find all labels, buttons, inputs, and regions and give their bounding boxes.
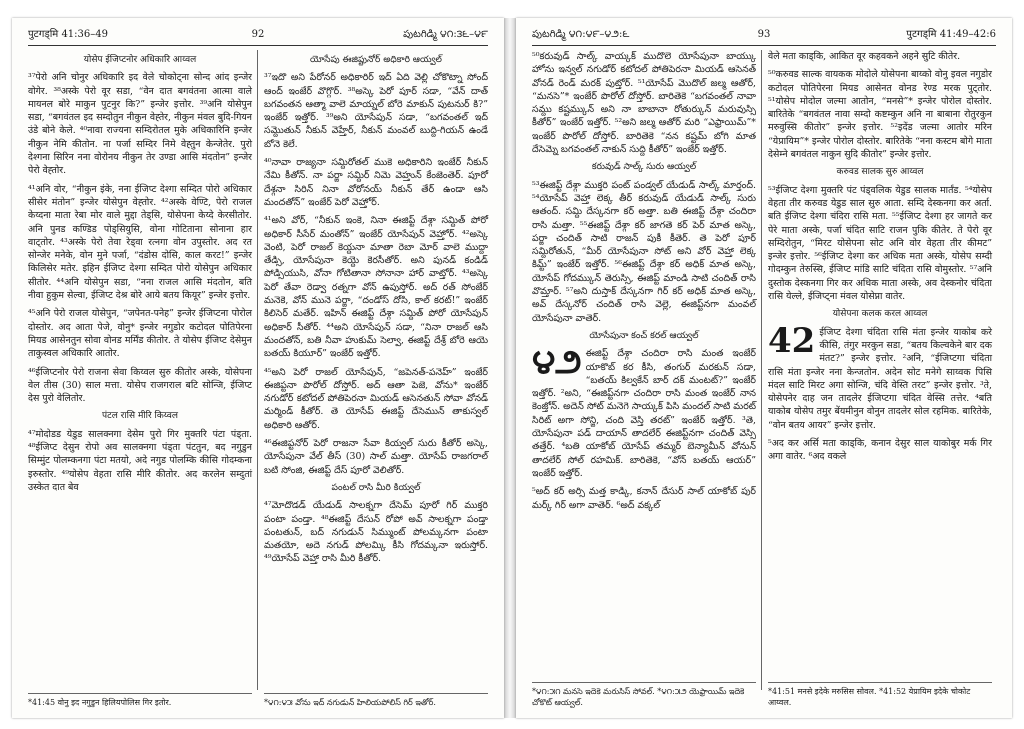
verse-paragraph <box>532 342 756 480</box>
right-page <box>516 18 1012 718</box>
footnote: *౪౧:౪౫ వోను ఇద్ నగుడున్ హిలియపోలిస్ గిర్ ఇతోర్. <box>264 693 488 708</box>
verse-paragraph: ⁴⁵अनि पेरो राजल योसेपुन, “जपेनत-पनेह” इन्जेर ईजिप्टना पोरोल दोस्तोर. अद आता पेजे, वोनु* इन्जेर नगुडोर कटोदल पोतिपेरना मियड आसेनतुन सोवा वोनड मर्मिंड कीतोर. ते योसेप ईजिप्ट देसेमुन ताकुस्वल अधिकारि आतोर. <box>28 308 252 360</box>
verse-text: ఈజిప్ట్ దేశ్గా చందిరా రాసి మంత ఇంజేర్ యాకొబ్ కర కీసి, తంగుర్ మరకున్ సడా, “బతయ్ కిల్వకేన్ బార్ దక్ మంటట్?” ఇంజేర్ ఇత్తోర్. ²అని, “ఈజిప్ట్‌నగా చందిరా రాసి మంత ఇంజేర్ నాన కెంజ్తోన్. అదెన్ సోట్ మనెగె సాయ్కక్ పిసి మందల్ సాటి మరట్ సిరిట్ అగా సోన్జి, చంది వెస్తి తరట్” ఇంజేర్ ఇత్తోర్. ³తె, యోసేపునా పడ్ దాయాన్ తాదలేర్ ఈజిప్ట్‌నగా చందిత్ వెస్సి తత్తేర్. ⁴బతి యాకోబ్ యోసేప్ తమ్మర్ బెన్యామీన్ వోనున్ తాదలేర్ సోల్ రహమిక్. బారితెకె, “వోన్ బతయ్ ఆయర్” ఇంజేర్ ఇత్తోర్. <box>532 348 756 479</box>
header-rule <box>532 45 996 46</box>
section-title: పంటల్ రాసి మీరి కియ్వల్ <box>331 482 421 493</box>
section-title: కరువుడ్ సాల్క్ సురు ఆయ్వల్ <box>591 162 697 173</box>
verse-paragraph: ⁵³ईजिप्ट देश्गा मुक्तरि पंट पंड्वलिक येडुड सालक मार्तंड. ⁵⁴योसेप वेहता तीर करुवड येडुड साल सुरु आता. सम्दि देस्कनगा कर अर्ता. बति ईजिप्ट देश्गा चंदिरा रासि मता. ⁵⁵ईजिप्ट देश्गा हर जागते कर पेरे माता अस्के, पर्जा चंदित साटि राजन पुकि कीतेर. ते पेरो वूर सम्दिरोतुन, “मिरट योसेपना सोट अनि वोर वेहता तीर कीमट” इन्जेर इत्तोर. ⁵⁶ईजिप्ट देश्गा कर अधिक मता अस्के, योसेप सम्दी गोदम्कुन तेरुस्सि, ईजिप्ट मांडि साटि चंदिता रासि वोमुस्तोर. ⁵⁷अनि दुस्तोक देस्कनगा गिर कर अधिक माता अस्के, अव देस्कनोर चंदिता रासि येल्ले, ईजिप्ट्ना मंवल योसेप्ना वातेर. <box>768 184 992 303</box>
column-divider <box>257 50 258 690</box>
verse-paragraph: ⁴⁶ईजिप्टनोर पेरो राजना सेवा किय्वल सुरु कीतोर अस्के, योसेपना वेल तीस (30) साल मत्ता. योसेप राजगराल बटि सोन्जि, ईजिप्ट देस पुरो वेलितोर. <box>28 366 252 405</box>
book-spine <box>504 18 516 718</box>
header-reference: पुटगड्मि 41:36–49 <box>28 29 108 40</box>
section-title: యోసేపునా కంచ్ కరల్ ఆయ్వల్ <box>589 330 699 341</box>
header-reference-telugu: పుటగిడ్మి ౪౧:౪౯–౪౨:౬ <box>532 29 630 40</box>
verse-paragraph: ⁵³ఈజిప్ట్ దేశ్గా ముక్తరి పంట్ పండ్వల్ యేడుడ్ సాల్క్ మార్తంద్. ⁵⁴యోసేప్ వెహ్తా లెక్క తీర్ కరువుడ్ యేడుడ్ సాల్క్ సురు ఆతంద్. సమ్ది దేస్కనగా కర్ అత్తా. బతి ఈజిప్ట్ దేశ్గా చందిరా రాసి మత్తా. ⁵⁵ఈజిప్ట్ దేశ్గా కర్ జాగతె కర్ పెర్ మాత అస్కె, పర్జా చందిత్ సాటి రాజన్ పుకీ కీతెర్. తె పెరో పూర్ సమ్దిరోతున్, “మీర్ యోసేపునా సోట్ అని వోర్ వెహ్తా లెక్క కిమ్ట్” ఇంజేర్ ఇత్తోర్. ⁵⁶ఈజిప్ట్ దేశ్గా కర్ అధిక్ మాత అస్కె, యోసేప్ గోదమ్కున్ తెరుస్సి, ఈజిప్ట్ మాండి సాటి చందిత్ రాసి వొమ్తార్. ⁵⁷అని దుస్తాక్ దేస్కనగా గిర్ కర్ అధిక్ మాత అస్కె, అవ్ దేస్కనోర్ చందిత్ రాసి వెల్లె, ఈజిప్ట్‌నగా మంవల్ యోసేపునా వాతెర్. <box>532 179 756 324</box>
section-title: యోసేపు ఈజిప్టునోర్ అధికారి ఆయ్వల్ <box>310 55 442 65</box>
section-title: पंटल रासि मीरि किय्वल <box>102 411 178 422</box>
devanagari-column <box>28 50 252 499</box>
header-rule <box>28 45 488 46</box>
footnote: *41:51 मनसे इदेके मरुसिस सोवल. *41:52 येप्रायिम इदेके चोकोट आय्वल. <box>768 682 992 708</box>
footnote: *౪౧:౫౧ మనసె ఇదెకె మరుసిస్ సోవల్. *౪౧:౫౨ యెఫ్రాయిమ్ ఇదెకె చోకొట్ ఆయ్వల్. <box>532 682 756 708</box>
header-reference-telugu: పుటగిడ్మి ౪౧:౩౬–౪౯ <box>403 29 488 40</box>
verse-paragraph: ⁵⁰కరువుడ్ సాల్క్ వాయ్కక్ ముదొలె యోసేపునా బాయ్కు హోను ఇన్వల్ నగుడోర్ కటోదల్ పోతిపెరనా మియడ్ ఆసెనత్ వోనడ్ రెండ్ మరక్ పుట్తోర్. ⁵¹యోసేప్ మొదొల్ జల్మ ఆతోర్, “మనసె”* ఇంజేర్ పొరోల్ దోస్తోర్. బారితెకె “బగవంతల్ నావా సమ్దు కష్టమ్కున్ అని నా బాబానా రోతుర్కున్ మరువుస్సి కీతోర్” ఇంజేర్ ఇత్తోర్. ⁵²అని జల్మ ఆతోర్ మరి “ఎఫ్రాయిమ్”* ఇంజేర్ పొరోల్ దోస్తోర్. బారితెకె “నన కష్టమ్ బోగి మాత దేసెమ్నె బగవంతల్ నాకున్ సుద్ది కీతోర్” ఇంజేర్ ఇత్తోర్. <box>532 51 756 156</box>
section-title: योसेपना कलक करल आय्वल <box>832 309 928 320</box>
verse-paragraph: ⁵అద్ కర్ అర్సి మత్త కాడ్కి, కనాన్ దేసుర్ సాల్ యాకోబ్ పుర్ మర్క్ గిర్ అగా వాతెర్. ⁶అద్ వక్కల్ <box>532 486 756 511</box>
verse-paragraph: ³⁷पेरो अनि चोनुर अधिकारि इद वेले चोकोट्ना सोन्द आंद इन्जेर वोगेर. ³⁸अस्के पेरो वूर सडा, “वेन दात बगवंतना आत्मा वाले मायनल बोरे माकुन पुटनुर कि?” इन्जेर इत्तोर. ³⁹अनि योसेपुन सडा, “बगवंतल इद सम्दोतुन नीकुन वेह्तेर, नीकुन मंवल बुदि-गियन उंडे बोने केले. ⁴⁰नावा राज्यना सम्दिरोतल मुके अधिकारिनि इन्जेर नीकुन नेमि कीतोन. ना पर्जा सम्दिर निमे वेह्तुन केन्जेतेर. पुरो देश्गना सिरिन नना वोरोनय नीकुन तेर उण्डा आसि मंदतोन” इन्जेर पेरो वेह्तोर. <box>28 72 252 177</box>
page-number: 93 <box>757 29 771 40</box>
verse-paragraph: ⁵⁰करुवड साल्क वायकक मोदोले योसेपना बाय्को वोनु इवल नगुडोर कटोदल पोतिपेरना मियड आसेनत वोनड रेण्ड मरक पुट्तोर. ⁵¹योसेप मोदोल जल्मा आतोन, “मनसे”* इन्जेर पोरोल दोस्तोर. बारितेके “बगवंतल नावा सम्दो कष्टम्कुन अनि ना बाबाना रोतुरकुन मरुवुस्सि कीतोर” इन्जेर इत्तोर. ⁵²इदेंड जल्मा आतोर मरिन “येप्रायिम”* इन्जेर पोरोल दोस्तोर. बारितेके “नना कस्टम बोगे माता देसेम्ने बगवंतल नाकुन सुदि कीतोर” इन्जेर इत्तोर. <box>768 69 992 161</box>
section-title: योसेप ईजिप्टनोर अधिकारि आय्वल <box>83 55 197 65</box>
left-running-header <box>28 28 488 42</box>
verse-paragraph: ⁴⁰నావా రాజ్యనా సమ్దిరోతల్ ముకె అధికారిని ఇంజేర్ నీకున్ నేమి కీతోన్. నా పర్జా సమ్దిర్ నిమె వెహ్తున్ కేంజెంతెర్. పూరో దేశ్గనా సిరిన్ నినా వోరోనయ్ నీకున్ తేర్ ఉండా ఆసి మందతోన్” ఇంజేర్ పెరో వెహ్తోర్. <box>264 157 488 208</box>
telugu-column <box>264 50 488 571</box>
verse-paragraph: ⁴⁶ఈజిప్టనోర్ పెరో రాజనా సేవా కియ్వల్ సురు కీతోర్ అస్కె, యోసేపునా వేల్ తీస్ (30) సాల్ మత్తా. యోసేప్ రాజగరాల్ బటి సోంజి, ఈజిప్ట్ దేస్ పూరో వెలితోర్. <box>264 438 488 476</box>
verse-paragraph: ⁴¹अनि वोर, “नीकुन इंके, नना ईजिप्ट देश्गा सम्दित पोरो अधिकार सीसेर मंतोन” इन्जेर योसेपुन वेह्तोर. ⁴²अस्के वेण्टि, पेरो राजल केय्दना माता रेबा मोर वाले मुद्दा तेड्सि, योसेपना केय्दे केरसीतोर. अनि पुनड कण्डिड पोड्सियुसि, वोना गोटिताना सोनाना हार वाट्तोर. ⁴³अस्के पेरो तेवा रेड्वा रत्नगा वोन उपुस्तोर. अद रत सोन्जेर मनेके, वोन मुने पर्जा, “दंडोस दोसि, काल करट!” इन्जेर किलिसेर मतेर. इहिन ईजिप्ट देश्गा सम्दित पोरो योसेपुन अधिकार सीतोर. ⁴⁴अनि योसेपुन सडा, “नना राजल आसि मंदतोन, बति नीवा हुकुम सेल्वा, ईजिप्ट देश्र बोरे आये बतय कियूर” इन्जेर इत्तोर. <box>28 183 252 302</box>
chapter-number: 42 <box>768 320 816 361</box>
section-title: करुवड सालक सुरु आय्वल <box>836 167 924 178</box>
verse-paragraph: ⁴⁷మోదొడడ్ యేడుడ్ సాలక్నగా దేసెమ్ పూరో గిర్ ముక్తరి పంటా పండ్తా. ⁴⁸ఈజిప్ట్ దేసున్ రోపో అవ్ సాలక్నగా పండ్తా పంటతున్, బద్ నగుడున్ సిమ్ముంట్ పోలమ్కనగా పంటా మతయో, అదె నగుడ్ పోలమ్కి కీసి గోదమ్కనా ఇరుస్తోర్. ⁴⁹యోసేప్ వెహ్తా రాసి మీరి కీతోర్. <box>264 500 488 565</box>
verse-paragraph: वेले मता काड्कि, आकित वूर कहवकने अहने सुटि कीतेर. <box>768 51 961 62</box>
verse-paragraph: ⁴⁵అని పెరో రాజల్ యోసేపున్, “జపెనత్-పనెహ్” ఇంజేర్ ఈజిప్టనా పొరోల్ దోస్తోర్. అద్ ఆతా పెజె, వోను* ఇంజేర్ నగుడోర్ కటోదల్ పోతిపెరనా మియడ్ ఆసెనతున్ సోవా వోనడ్ మర్మిండ్ కీతోర్. తె యోసేప్ ఈజిప్ట్ దేసెమున్ తాకుస్వల్ అధికారి ఆతోర్. <box>264 366 488 431</box>
header-reference: पुटगड्मि 41:49–42:6 <box>906 29 996 40</box>
verse-paragraph: ³⁷ఇదొ అని పేరోనర్ అధికారిర్ ఇద్ ఏది వెల్లి చోకొట్నా సోంద్ ఆంద్ ఇంజేర్ వొగ్గొర్. ³⁸అస్కె పెరో పూర్ సడా, “వేన్ దాత్ బగవంతన ఆత్మా వాలె మాయ్నల్ బోరె మాకున్ పుటనుర్ కి?” ఇంజేర్ ఇత్తోర్. ³⁹అని యోసేపున్ సడా, “బగవంతల్ ఇద్ సమ్దొతున్ నీకున్ వెహ్తేర్, నీకున్ మంవల్ బుద్ది-గియన్ ఉండే బోనె కెలే. <box>264 72 488 150</box>
verse-paragraph <box>768 320 992 432</box>
verse-paragraph: ⁵अद कर अर्सि मता काड्कि, कनान देसुर साल याकोबुर मर्क गिर अगा वातेर. ⁶अद वकले <box>768 438 992 463</box>
verse-paragraph: ⁴¹అని వోర్, “నీకున్ ఇంకె, నినా ఈజిప్ట్ దేశ్గా సమ్దిత్ పోరో అధికార్ సీసేర్ మంతోన్” ఇంజేర్ యోసేపున్ వెహ్తోర్. ⁴²అస్కె వెంటి, పెరో రాజల్ కెయ్దనా మాతా రెబా మోర్ వాలె ముద్దా తేడ్సి, యోసేపునా కెయ్దె కెరసీతోర్. అని పునడ్ కండిడ్ పోడ్సియుసి, వోనా గోటితానా సోనానా హార్ వాట్తోర్. ⁴³అస్కె పెరో తేవా రెడ్వా రత్నగా వోన్ ఉపుస్తోర్. అద్ రత్ సోంజేర్ మనెకె, వోన్ మునె పర్జా, “దండోస్ దోసి, కాల్ కరట్!” ఇంజేర్ కిలిసెర్ మతేర్. ఇహిన్ ఈజిప్ట్ దేశ్గా సమ్దిత్ పోరో యోసేపున్ అధికార్ సీతోర్. ⁴⁴అని యోసేపున్ సడా, “నినా రాజల్ ఆసి మందతోన్, బతి నీవా హుకుమ్ సెల్వా, ఈజిప్ట్ దేశ్ర్ బోరె ఆయె బతయ్ కియూర్” ఇంజేర్ ఇత్తోర్. <box>264 215 488 360</box>
page-number: 92 <box>251 29 265 40</box>
chapter-number: ౪౨ <box>532 342 582 383</box>
verse-text: ईजिप्ट देश्गा चंदिता रासि मंता इन्जेर याकोब करे कीसि, तंगुर मरकुन सडा, “बतय किल्वकेने बार दक मंतट?” इन्जेर इत्तोर. ²अनि, “ईजिप्टगा चंदिता रासि मंता इन्जेर नना केन्जतोन. अदेन सोट मनेगे साय्वक पिसि मंदल साटि मिरट अगा सोन्जि, चंदि वेस्ति तरट” इन्जेर इत्तोर. ³ते, योसेपनेर दाह जन तादलेर ईजिप्टगा चंदित वेस्सि तत्तेर. ⁴बति याकोब योसेप तमुर बेंयमीनुन वोनुन तादलेर सोल रहमिक. बारितेके, “वोन बतय आयर” इन्जेर इत्तोर. <box>768 326 992 431</box>
right-running-header <box>532 28 996 42</box>
footnote: *41:45 वोनु इद नगुडुन हिलियपोलिस गिर इतोर. <box>28 693 252 708</box>
column-divider <box>761 50 762 690</box>
devanagari-column <box>768 50 992 469</box>
verse-paragraph: ⁴⁷मोदोडड येडुड सालक्नगा देसेम पुरो गिर मुक्तरि पंटा पंड्ता. ⁴⁸ईजिप्ट देसुन रोपो अव सालक्नगा पंड्ता पंटतुन, बद नगुडुन सिम्मुंट पोलम्कनगा पंटा मतयो, अदे नगुड पोलम्कि कीसि गोदम्कना इरुस्तोर. ⁴⁹योसेप वेहता रासि मीरि कीतोर. अद करलेन सम्दुतां उस्केत दात बेव <box>28 428 252 493</box>
left-page <box>12 18 504 718</box>
telugu-column <box>532 50 756 517</box>
